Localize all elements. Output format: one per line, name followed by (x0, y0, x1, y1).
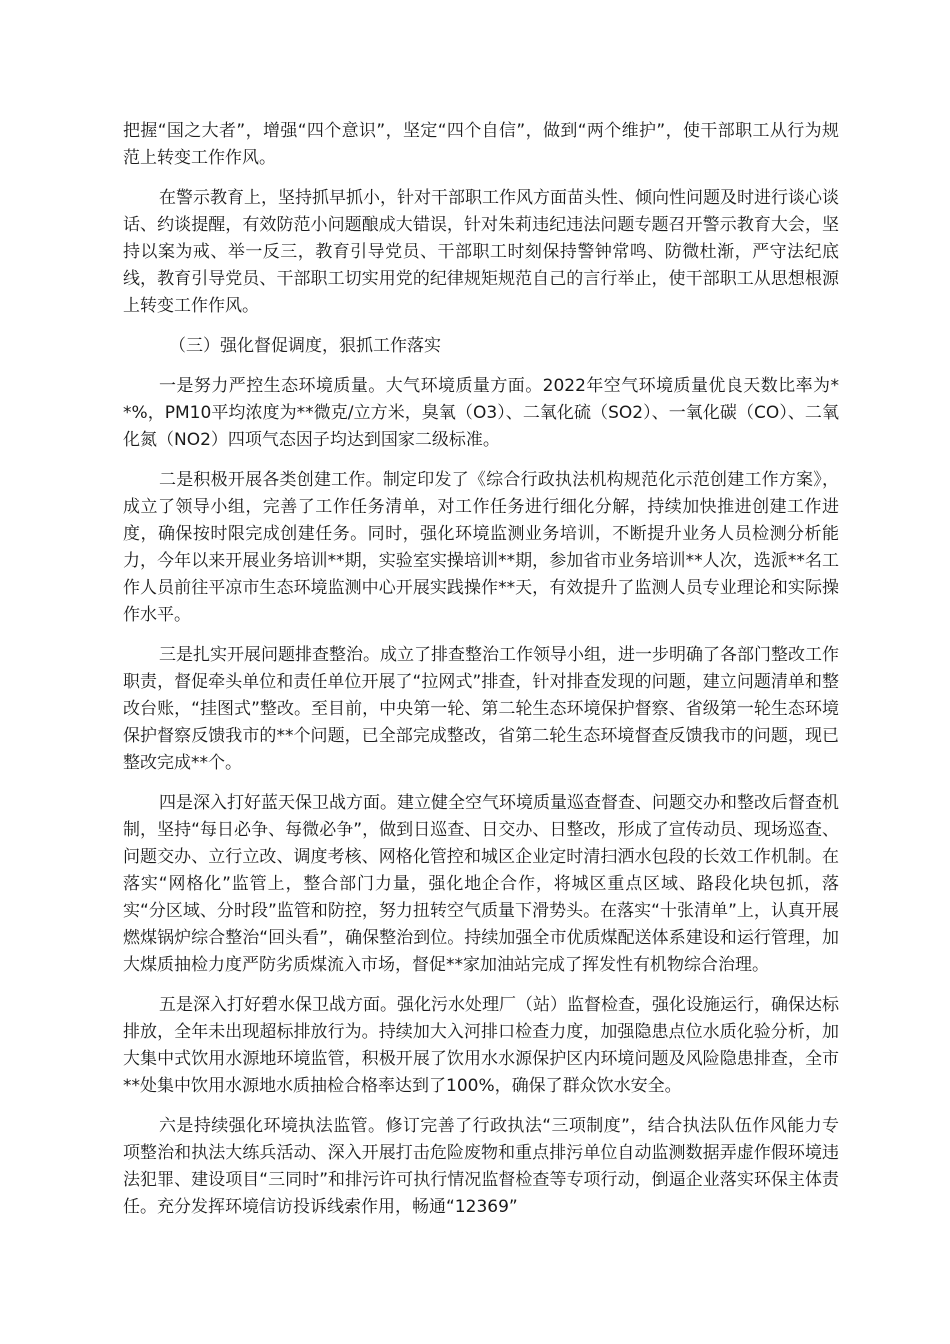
paragraph-clear-water: 五是深入打好碧水保卫战方面。强化污水处理厂（站）监督检查，强化设施运行，确保达标排放，全年未出现超标排放行为。持续加大入河排口检查力度，加强隐患点位水质化验分析，加大集中式饮用水源地环境监管，积极开展了饮用水水源保护区内环境问题及风险隐患排查，全市**处集中饮用水源地水质抽检合格率达到了100%，确保了群众饮水安全。 (123, 995, 839, 1096)
paragraph-enforcement: 六是持续强化环境执法监管。修订完善了行政执法“三项制度”，结合执法队伍作风能力专项整治和执法大练兵活动、深入开展打击危险废物和重点排污单位自动监测数据弄虚作假环境违法犯罪、建设项目“三同时”和排污许可执行情况监督检查等专项行动，倒逼企业落实环保主体责任。充分发挥环境信访投诉线索作用，畅通“12369” (123, 1116, 839, 1217)
paragraph-environment-quality: 一是努力严控生态环境质量。大气环境质量方面。2022年空气环境质量优良天数比率为**%，PM10平均浓度为**微克/立方米，臭氧（O3）、二氧化硫（SO2）、一氧化碳（CO）、二氧化氮（NO2）四项气态因子均达到国家二级标准。 (123, 376, 839, 450)
paragraph-warning-education: 在警示教育上，坚持抓早抓小，针对干部职工作风方面苗头性、倾向性问题及时进行谈心谈话、约谈提醒，有效防范小问题酿成大错误，针对朱莉违纪违法问题专题召开警示教育大会，坚持以案为戒、举一反三，教育引导党员、干部职工时刻保持警钟常鸣、防微杜渐，严守法纪底线，教育引导党员、干部职工切实用党的纪律规矩规范自己的言行举止，使干部职工从思想根源上转变工作作风。 (123, 188, 839, 316)
paragraph-creation-work: 二是积极开展各类创建工作。制定印发了《综合行政执法机构规范化示范创建工作方案》，成立了领导小组，完善了工作任务清单，对工作任务进行细化分解，持续加快推进创建工作进度，确保按时限完成创建任务。同时，强化环境监测业务培训，不断提升业务人员检测分析能力，今年以来开展业务培训**期，实验室实操培训**期，参加省市业务培训**人次，选派**名工作人员前往平凉市生态环境监测中心开展实践操作**天，有效提升了监测人员专业理论和实际操作水平。 (123, 470, 839, 625)
document-page (123, 118, 839, 1234)
paragraph-problem-rectification: 三是扎实开展问题排查整治。成立了排查整治工作领导小组，进一步明确了各部门整改工作职责，督促牵头单位和责任单位开展了“拉网式”排查，针对排查发现的问题，建立问题清单和整改台账，“挂图式”整改。至目前，中央第一轮、第二轮生态环境保护督察、省级第一轮生态环境保护督察反馈我市的**个问题，已全部完成整改，省第二轮生态环境督查反馈我市的问题，现已整改完成**个。 (123, 645, 839, 773)
paragraph-blue-sky: 四是深入打好蓝天保卫战方面。建立健全空气环境质量巡查督查、问题交办和整改后督查机制，坚持“每日必争、每微必争”，做到日巡查、日交办、日整改，形成了宣传动员、现场巡查、问题交办、立行立改、调度考核、网格化管控和城区企业定时清扫洒水包段的长效工作机制。在落实“网格化”监管上，整合部门力量，强化地企合作，将城区重点区域、路段化块包抓，落实“分区域、分时段”监管和防控，努力扭转空气质量下滑势头。在落实“十张清单”上，认真开展燃煤锅炉综合整治“回头看”，确保整治到位。持续加强全市优质煤配送体系建设和运行管理，加大煤质抽检力度严防劣质煤流入市场，督促**家加油站完成了挥发性有机物综合治理。 (123, 793, 839, 975)
section-heading: （三）强化督促调度，狠抓工作落实 (169, 336, 441, 356)
paragraph-continuation: 把握“国之大者”，增强“四个意识”，坚定“四个自信”，做到“两个维护”，使干部职工从行为规范上转变工作作风。 (123, 121, 839, 168)
